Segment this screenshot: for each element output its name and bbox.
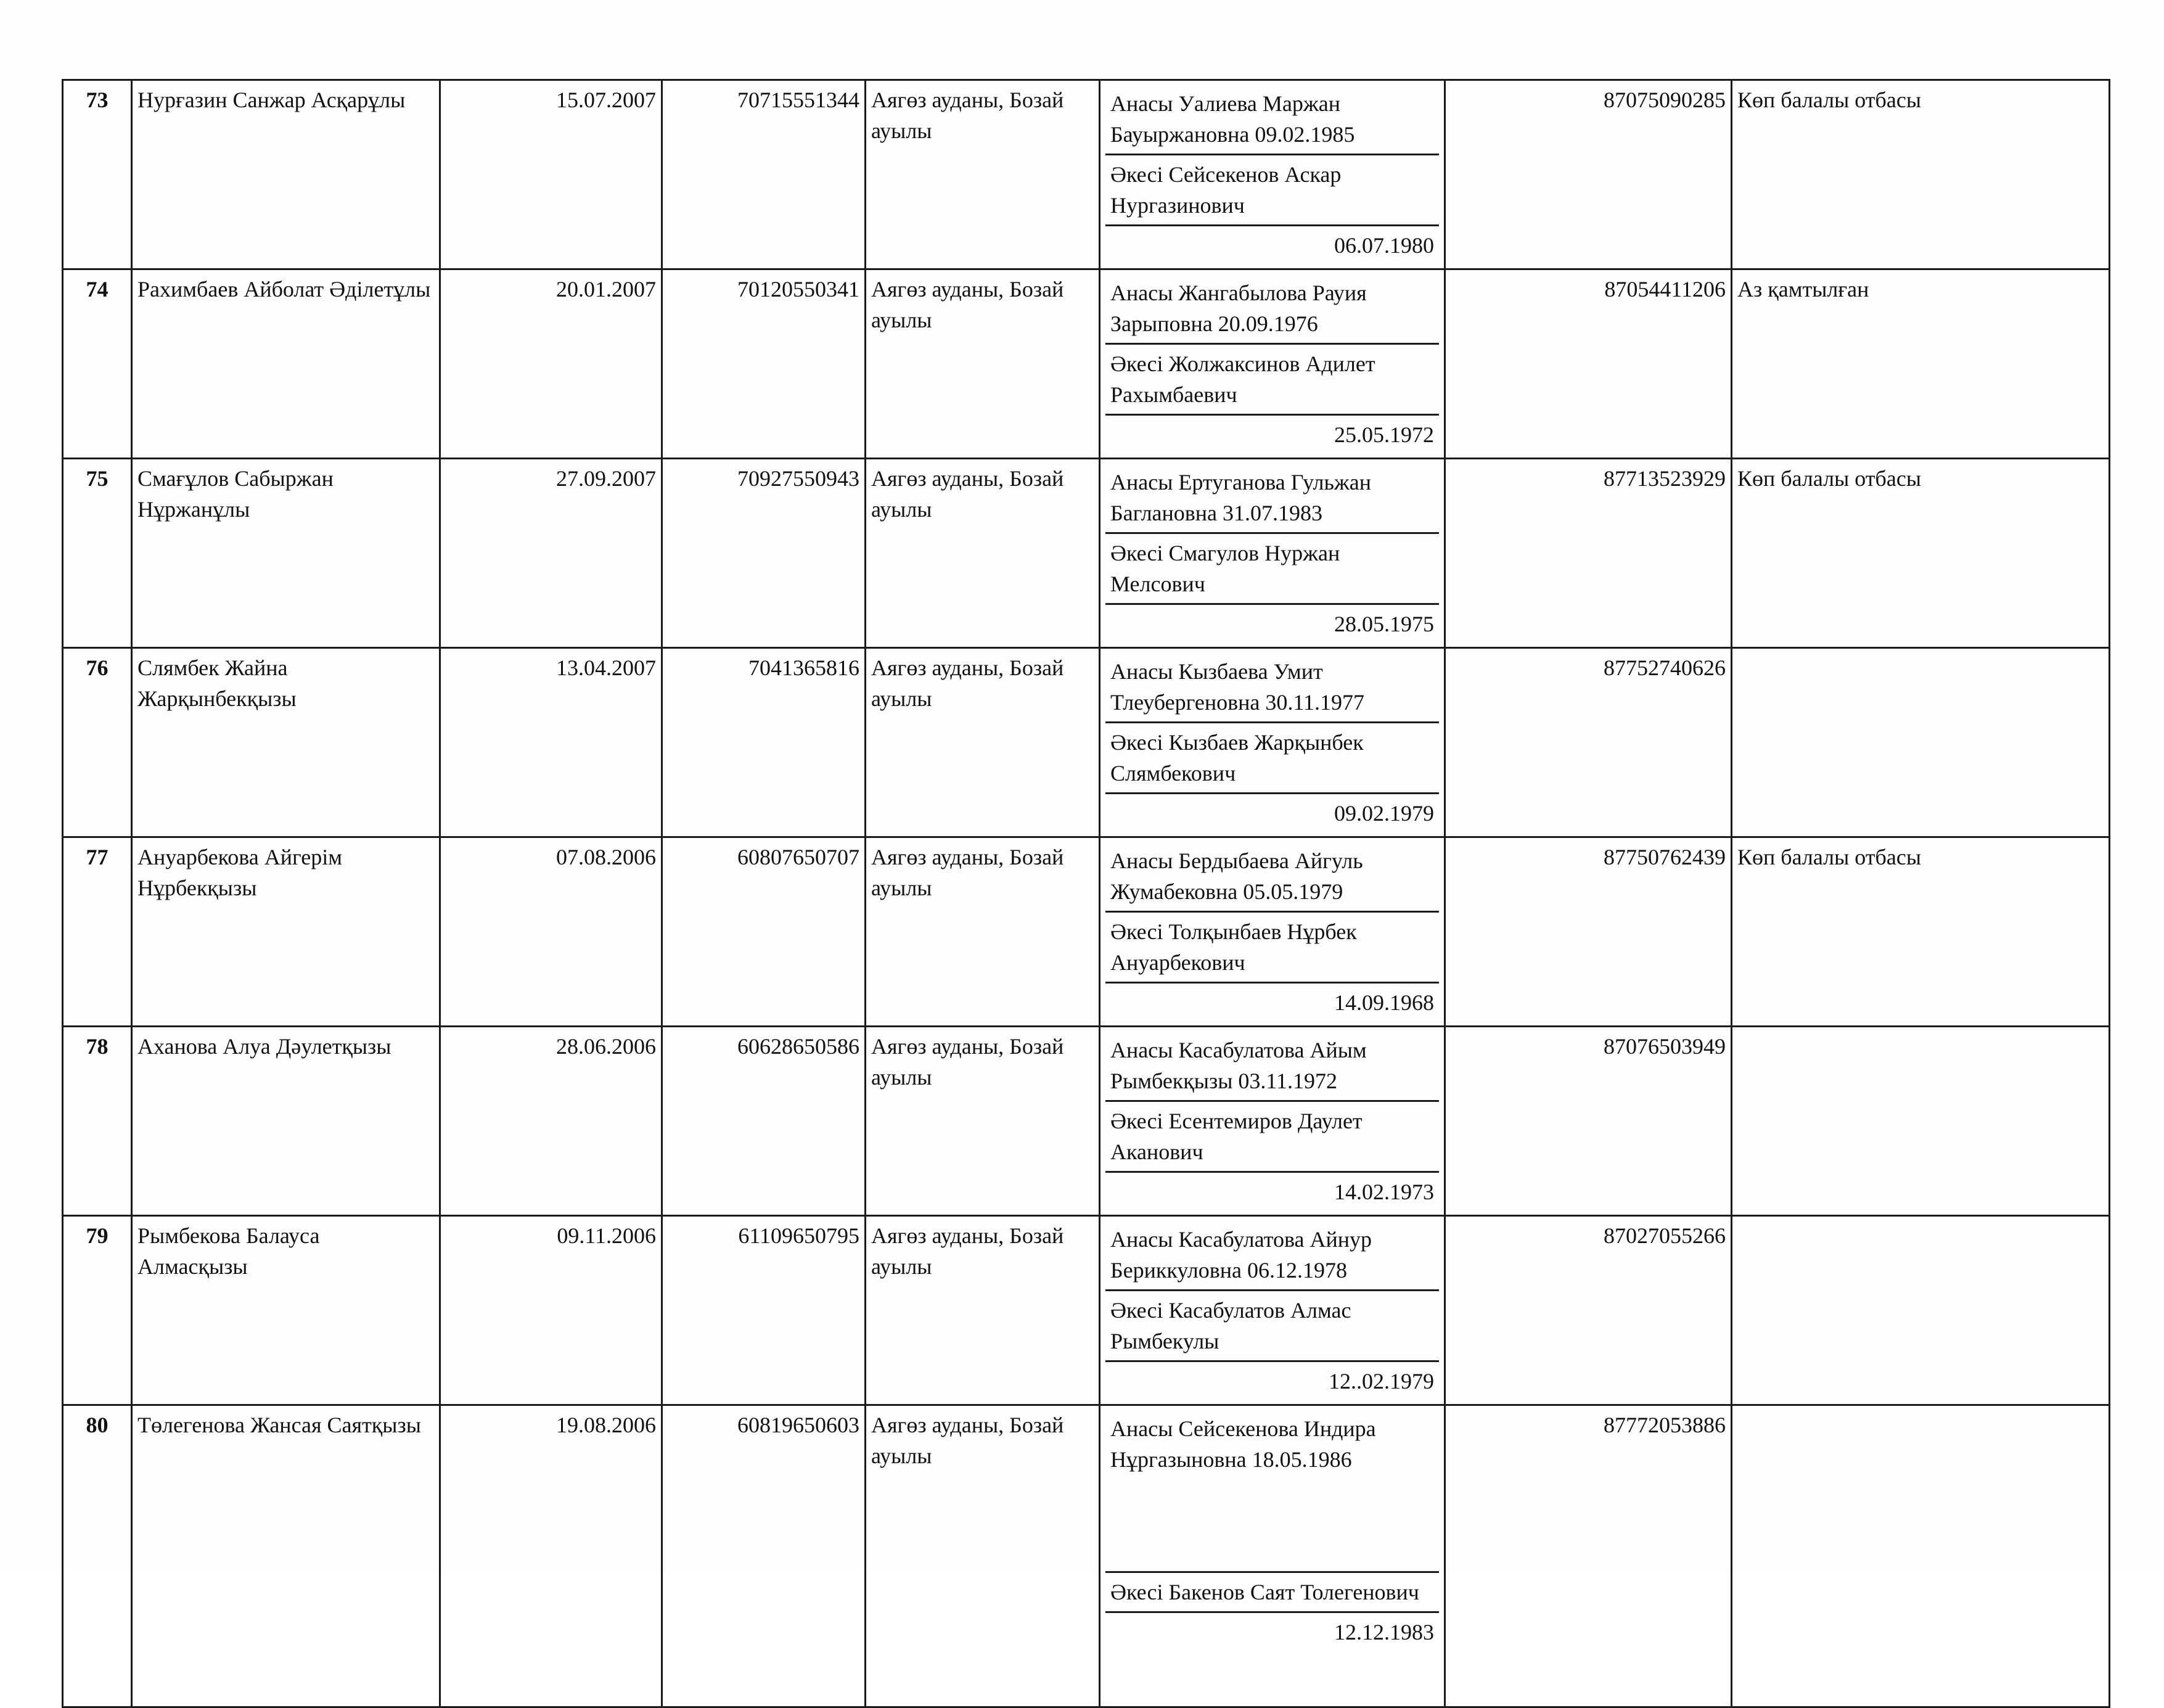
parents-cell [1100, 80, 1445, 269]
father-birth-date: 14.02.1973 [1334, 1180, 1434, 1204]
table-row [63, 1216, 2110, 1405]
birth-date: 19.08.2006 [440, 1405, 662, 1707]
student-name: Аханова Алуа Дәулетқызы [132, 1027, 440, 1216]
iin-number: 70715551344 [662, 80, 866, 269]
address: Аягөз ауданы, Бозай ауылы [866, 269, 1100, 459]
row-number: 79 [63, 1216, 132, 1405]
phone-number: 87027055266 [1445, 1216, 1732, 1405]
family-status: Көп балалы отбасы [1732, 80, 2110, 269]
registry-table [62, 79, 2110, 1708]
phone-number: 87750762439 [1445, 837, 1732, 1027]
birth-date: 20.01.2007 [440, 269, 662, 459]
family-status [1732, 648, 2110, 837]
mother-info: Анасы Сейсекенова Индира Нұргазыновна 18.05.1986 [1105, 1410, 1439, 1573]
address: Аягөз ауданы, Бозай ауылы [866, 1405, 1100, 1707]
family-status: Көп балалы отбасы [1732, 459, 2110, 648]
father-info: Әкесі Кызбаев Жарқынбек Слямбекович [1105, 723, 1439, 794]
mother-info: Анасы Кызбаева Умит Тлеубергеновна 30.11.1977 [1105, 652, 1439, 723]
student-name: Смағұлов Сабыржан Нұржанұлы [132, 459, 440, 648]
mother-info: Анасы Бердыбаева Айгуль Жумабековна 05.05.1979 [1105, 842, 1439, 913]
father-birth-date: 06.07.1980 [1334, 233, 1434, 258]
phone-number: 87054411206 [1445, 269, 1732, 459]
table-row [63, 648, 2110, 837]
student-name: Ануарбекова Айгерім Нұрбекқызы [132, 837, 440, 1027]
table-row [63, 80, 2110, 269]
address: Аягөз ауданы, Бозай ауылы [866, 1027, 1100, 1216]
iin-number: 60628650586 [662, 1027, 866, 1216]
father-birth-date: 28.05.1975 [1334, 612, 1434, 636]
student-name: Рахимбаев Айболат Әділетұлы [132, 269, 440, 459]
father-info: Әкесі Сейсекенов Аскар Нургазинович [1105, 155, 1439, 226]
father-birth-date: 09.02.1979 [1334, 801, 1434, 826]
iin-number: 60819650603 [662, 1405, 866, 1707]
student-name: Төлегенова Жансая Саятқызы [132, 1405, 440, 1707]
father-info: Әкесі Есентемиров Даулет Аканович [1105, 1102, 1439, 1173]
address: Аягөз ауданы, Бозай ауылы [866, 1216, 1100, 1405]
parents-cell [1100, 1405, 1445, 1707]
student-name: Нурғазин Санжар Асқарұлы [132, 80, 440, 269]
family-status [1732, 1027, 2110, 1216]
address: Аягөз ауданы, Бозай ауылы [866, 80, 1100, 269]
father-info: Әкесі Бакенов Саят Толегенович [1105, 1573, 1439, 1613]
phone-number: 87076503949 [1445, 1027, 1732, 1216]
iin-number: 61109650795 [662, 1216, 866, 1405]
parents-cell [1100, 269, 1445, 459]
table-row [63, 1027, 2110, 1216]
birth-date: 07.08.2006 [440, 837, 662, 1027]
iin-number: 60807650707 [662, 837, 866, 1027]
phone-number: 87713523929 [1445, 459, 1732, 648]
iin-number: 7041365816 [662, 648, 866, 837]
father-birth-date: 12..02.1979 [1329, 1369, 1434, 1394]
family-status [1732, 1216, 2110, 1405]
iin-number: 70927550943 [662, 459, 866, 648]
father-birth-date: 12.12.1983 [1334, 1620, 1434, 1644]
phone-number: 87075090285 [1445, 80, 1732, 269]
iin-number: 70120550341 [662, 269, 866, 459]
row-number: 80 [63, 1405, 132, 1707]
father-birth-date: 14.09.1968 [1334, 990, 1434, 1015]
address: Аягөз ауданы, Бозай ауылы [866, 837, 1100, 1027]
row-number: 75 [63, 459, 132, 648]
father-info: Әкесі Касабулатов Алмас Рымбекулы [1105, 1291, 1439, 1362]
row-number: 76 [63, 648, 132, 837]
family-status: Аз қамтылған [1732, 269, 2110, 459]
birth-date: 09.11.2006 [440, 1216, 662, 1405]
mother-info: Анасы Уалиева Маржан Бауыржановна 09.02.1985 [1105, 84, 1439, 155]
birth-date: 27.09.2007 [440, 459, 662, 648]
parents-cell [1100, 1216, 1445, 1405]
row-number: 73 [63, 80, 132, 269]
birth-date: 28.06.2006 [440, 1027, 662, 1216]
phone-number: 87772053886 [1445, 1405, 1732, 1707]
family-status [1732, 1405, 2110, 1707]
row-number: 78 [63, 1027, 132, 1216]
address: Аягөз ауданы, Бозай ауылы [866, 459, 1100, 648]
mother-info: Анасы Ертуганова Гульжан Баглановна 31.07.1983 [1105, 463, 1439, 534]
father-info: Әкесі Жолжаксинов Адилет Рахымбаевич [1105, 345, 1439, 416]
father-info: Әкесі Смагулов Нуржан Мелсович [1105, 534, 1439, 605]
table-row [63, 269, 2110, 459]
student-name: Рымбекова Балауса Алмасқызы [132, 1216, 440, 1405]
table-row [63, 1405, 2110, 1707]
table-row [63, 837, 2110, 1027]
row-number: 77 [63, 837, 132, 1027]
parents-cell [1100, 837, 1445, 1027]
row-number: 74 [63, 269, 132, 459]
parents-cell [1100, 459, 1445, 648]
phone-number: 87752740626 [1445, 648, 1732, 837]
mother-info: Анасы Касабулатова Айым Рымбекқызы 03.11.1972 [1105, 1031, 1439, 1102]
table-row [63, 459, 2110, 648]
mother-info: Анасы Жангабылова Рауия Зарыповна 20.09.1976 [1105, 274, 1439, 345]
parents-cell [1100, 1027, 1445, 1216]
student-name: Слямбек Жайна Жарқынбекқызы [132, 648, 440, 837]
birth-date: 15.07.2007 [440, 80, 662, 269]
mother-info: Анасы Касабулатова Айнур Бериккуловна 06.12.1978 [1105, 1220, 1439, 1291]
birth-date: 13.04.2007 [440, 648, 662, 837]
parents-cell [1100, 648, 1445, 837]
father-info: Әкесі Толқынбаев Нұрбек Ануарбекович [1105, 913, 1439, 983]
address: Аягөз ауданы, Бозай ауылы [866, 648, 1100, 837]
father-birth-date: 25.05.1972 [1334, 422, 1434, 447]
family-status: Көп балалы отбасы [1732, 837, 2110, 1027]
